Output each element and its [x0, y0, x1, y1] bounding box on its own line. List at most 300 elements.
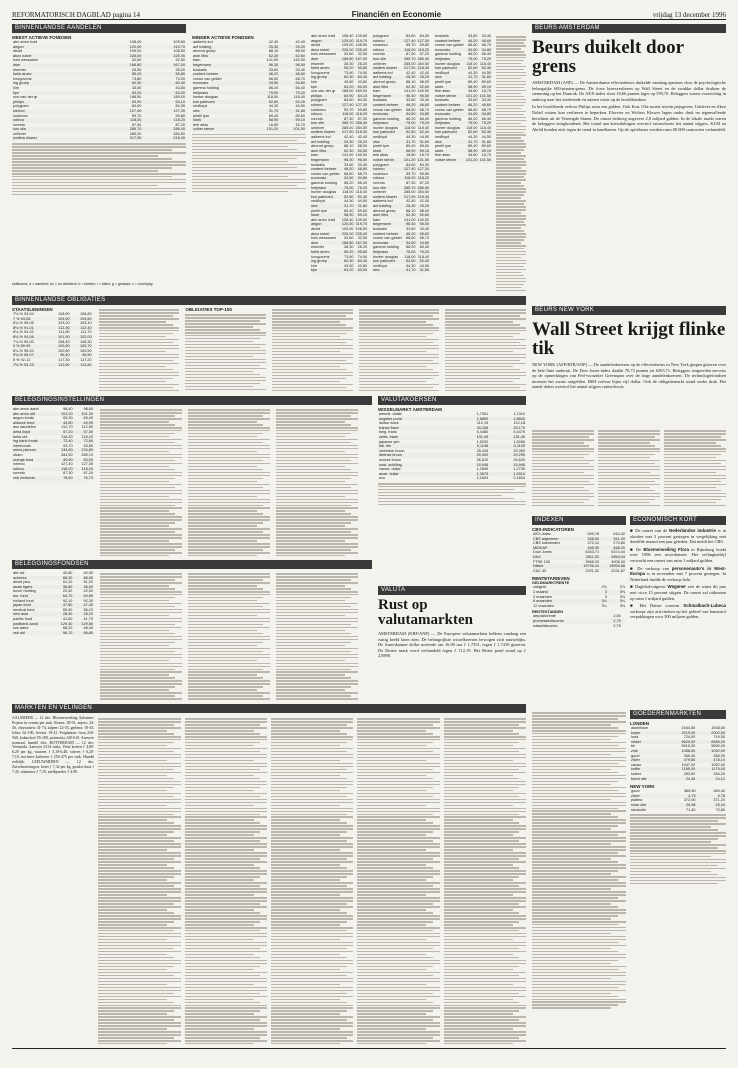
staatslening-row: 8 % 92-12 117,30 117,20	[13, 357, 92, 362]
beleggingsinstelling-row: vsb mixfonds 76,50 76,70	[13, 475, 93, 480]
aandelen-row: polygram 84,60 84,30	[13, 104, 185, 109]
koerslijst-row: robeco 127,40 127,30	[311, 102, 368, 107]
goederen-row: platina 372,60 371,20	[631, 798, 725, 803]
koerslijst-row: tele atlas 16,80 16,70	[373, 153, 430, 158]
minder-actieve-row: begemann 96,30 96,50	[193, 62, 305, 67]
index-row: DAX 2811,52 2854,04	[533, 554, 625, 559]
koerslijst-row: wolters kluwer 217,90 218,30	[311, 130, 368, 135]
aandelen-row: ing groep 60,30 60,40	[13, 81, 185, 86]
beleggingsinstelling-row: rorento 87,30 87,20	[13, 471, 93, 476]
beleggingsinstelling-row: obam 284,50 285,10	[13, 452, 93, 457]
koerslijst-row: boskalis 33,60 33,40	[435, 34, 492, 38]
koerslijst-row: heijmans 75,00 75,20	[373, 249, 430, 254]
illegible-text-lines	[98, 716, 180, 1044]
beurs-amsterdam-headline: Beurs duikelt door grens	[532, 37, 684, 77]
beleggingsfonds-row: asian tigers 36,80 36,60	[13, 584, 93, 589]
koerslijst-row: aalberts ind 42,40 42,40	[373, 199, 430, 204]
staatslening-row: 6½-% 94-06 101,90 102,00	[13, 334, 92, 339]
koerslijst-row: tele atlas 16,80 16,70	[435, 153, 492, 158]
valuta-row: zwits. frank 131,49 131,40	[379, 434, 525, 439]
section-bar-beleggingsfondsen: BELEGGINGSFONDSEN	[12, 560, 372, 569]
beleggingsinstelling-row: asn aandelen 112,70 112,90	[13, 425, 93, 430]
koerslijst-row: hunter douglas 118,00 118,40	[311, 190, 368, 195]
beleggingsinstelling-row: interbonds 93,70 93,80	[13, 443, 93, 448]
indexen-block	[532, 516, 626, 706]
illegible-text-lines	[272, 307, 353, 392]
koerslijst-row: bols wessanen 32,60 32,50	[311, 236, 368, 241]
koerslijst-row: rorento 87,30 87,20	[311, 116, 368, 121]
valuta-row: duitse mark 112,19 112,18	[379, 421, 525, 426]
koerslijst-row: bols wessanen 32,60 32,50	[311, 52, 368, 57]
koerslijst-row: boskalis 33,60 33,40	[435, 98, 492, 103]
beleggingsfonds-row: bever holding 22,40 22,50	[13, 589, 93, 594]
goederen-row: zilver 4,79 4,78	[631, 793, 725, 798]
rentestand-row: depositorente 2,50	[533, 614, 621, 619]
valuta-headline: Rust op valutamarkten	[378, 597, 473, 628]
obligaties-top100-title: OBLIGATIES TOP-100	[185, 307, 232, 312]
koerslijst-row: robeco 127,40 127,30	[373, 38, 430, 43]
koerslijst-row: hunter douglas 118,00 118,40	[435, 125, 492, 130]
koerslijst-row: nedlloyd 44,30 44,50	[435, 135, 492, 140]
beleggingsinstelling-row: rolinco 118,00 118,20	[13, 466, 93, 471]
valuta-article	[378, 586, 526, 696]
illegible-text-lines	[12, 141, 186, 195]
koerslijst-row: asm litho 52,30 52,60	[373, 84, 430, 89]
publication-date: vrijdag 13 december 1996	[652, 11, 726, 19]
koerslijst-row: content beheer 46,20 46,60	[435, 38, 492, 43]
economisch-kort-block	[630, 516, 726, 706]
koerslijst-row: ahold 109,00 108,50	[311, 226, 368, 231]
staatslening-row: 8¼-% 92-02 111,80 111,70	[13, 330, 92, 335]
rentestand-row: promessedisconto 2,75	[532, 619, 626, 624]
koerslijst-row: asm litho 52,30 52,60	[311, 148, 368, 153]
koerslijst-row: akzo nobel 226,00 225,40	[311, 231, 368, 236]
section-bar-obligaties: BINNENLANDSE OBLIGATIES	[12, 296, 526, 305]
koerslijst-row: rodamco 59,70 59,80	[373, 43, 430, 48]
economisch-kort-item: ■ De Bloemenveiling Flora in Rijnsburg boekt over 1996 een recordomzet. Het veilingbedrijf verwacht een omzet van ruim 1 miljard gulden.	[630, 546, 726, 563]
illegible-text-lines	[192, 132, 306, 192]
index-row: CBS koersindex 272,10 274,80	[533, 541, 625, 546]
illegible-text-lines	[100, 407, 182, 556]
economisch-kort-item: ■ Het Duitse concern Schmalbach-Lubeca verkoopt zijn activiteiten op het gebied van kunststof verpakkingen voor 300 miljoen gulden.	[630, 603, 726, 620]
koerslijst-row: gamma holding 66,20 66,40	[435, 116, 492, 121]
valuta-body: AMSTERDAM (KRF/ANP) — De Europese valutamarkten hebben vandaag een rustig beeld laten zien. De belangrijkste wisselkoersen bewogen zich nauwelijks. De Amerikaanse dollar noteerde om 16.00 uur ƒ 1,7351, tegen ƒ 1,7410 gisteren. De Duitse mark werd verhandeld tegen ƒ 112,19. Het Britse pond stond op ƒ 2,8890.	[378, 631, 526, 659]
koerslijst-row: pirelli tyre 89,40 89,60	[311, 208, 368, 213]
koerslijst-row: pirelli tyre 89,40 89,60	[373, 144, 430, 149]
aandelen-table	[12, 40, 186, 141]
koerslijst-row: kon pakhoed 52,60 52,40	[373, 259, 430, 264]
koerslijst-row: wolters kluwer 217,90 218,30	[373, 194, 430, 199]
minder-actieve-row: econosto 34,50 34,80	[193, 81, 305, 86]
aandelen-row: rorento 87,30 87,20	[13, 122, 185, 127]
koerslijst-row: stork 58,90 59,10	[435, 84, 492, 89]
koerslijst-row: kon olie 285,70 286,40	[373, 185, 430, 190]
staatslening-row: 5¾-% 96-07 96,40 96,50	[13, 353, 92, 358]
koerslijst-row: rolinco 118,00 118,20	[311, 112, 368, 117]
illegible-text-lines	[99, 307, 180, 392]
bullet-icon: ■	[630, 584, 636, 590]
rentestanden-table	[532, 614, 626, 628]
geldmarktrente-title: GELDMARKTRENTE	[532, 581, 570, 586]
minder-actieve-row: volker stevin 101,20 101,50	[193, 127, 305, 132]
minder-actieve-row: boskalis 33,60 33,40	[193, 67, 305, 72]
staatslening-row: 6¾-% 95-05 103,20 103,10	[13, 321, 92, 326]
minder-actieve-row: tele atlas 16,80 16,70	[193, 122, 305, 127]
koerslijst-row: begemann 96,30 96,50	[311, 158, 368, 163]
aandelen-row: bols wessanen 32,60 32,50	[13, 58, 185, 63]
koerslijst-row: crown van gelder 68,60 68,70	[373, 236, 430, 241]
markten-block	[12, 704, 526, 1044]
aandelen-row: fortis amev 55,20 55,80	[13, 72, 185, 77]
koerslijst-row: aegon 120,00 119,70	[311, 38, 368, 43]
koerslijst-row: content beheer 46,20 46,60	[311, 167, 368, 172]
koerslijst-row: kon pakhoed 52,60 52,40	[373, 130, 430, 135]
koerslijst-row: crown van gelder 68,60 68,70	[435, 43, 492, 48]
koerslijst-row: rodamco 59,70 59,80	[373, 171, 430, 176]
aandelen-row: unilever 285,00 284,50	[13, 131, 185, 136]
koerslijst-row: klm 43,50 43,80	[311, 263, 368, 268]
koerslijst-row: bam 141,00 140,50	[311, 153, 368, 158]
koerslijst-row: rolinco 118,00 118,20	[373, 176, 430, 181]
goederen-ny-title: NEW YORK	[630, 784, 655, 790]
beleggingsfonds-row: sns aand 68,20 68,40	[13, 626, 93, 631]
bullet-icon: ■	[630, 546, 637, 552]
illegible-text-lines	[496, 34, 526, 292]
koerslijst-row: kpn 63,20 63,00	[311, 268, 368, 273]
valuta-row: canad. dollar 1,2695 1,2735	[379, 467, 525, 472]
section-bar-markten: MARKTEN EN VELINGEN	[12, 704, 526, 713]
goederen-row: ruwe olie 25,58 25,34	[631, 802, 725, 807]
goederen-row: nikkel 6620,00 6585,00	[631, 739, 725, 744]
koerslijst-row: boskalis 33,60 33,40	[373, 98, 430, 103]
koerslijst-row: fortis amev 55,20 55,80	[311, 66, 368, 71]
valuta-row: japanse yen 1,5232 1,5265	[379, 439, 525, 444]
goederen-row: goud 369,40 368,90	[631, 753, 725, 758]
koerslijst-row: otra 31,70 31,60	[435, 75, 492, 80]
koerslijst-row: econosto 34,50 34,80	[373, 112, 430, 117]
beleggingsfonds-row: achmea 88,30 88,50	[13, 575, 93, 580]
koerslijst-col-2	[372, 34, 430, 292]
beleggingsinstelling-row: ing bank fonds 72,40 72,60	[13, 439, 93, 444]
wisselmarkt-title: WISSELMARKT AMSTERDAM	[378, 407, 442, 412]
koerslijst-row: hoogovens 73,80 74,00	[311, 254, 368, 259]
illegible-text-lines	[630, 812, 726, 884]
koerslijst-row: fortis amev 55,20 55,80	[311, 249, 368, 254]
valuta-row: amerik. dollar 1,7351 1,7410	[379, 412, 525, 416]
economisch-kort-item: ■ De omzet van de Nederlandse industrie is in oktober met 5 procent gestegen in vergelijking met dezelfde maand een jaar geleden. Dat meldt het CBS.	[630, 528, 726, 545]
staatslening-row: 7½-% 93-23 112,60 112,80	[13, 362, 92, 367]
koerslijst-row: crown van gelder 68,60 68,70	[373, 107, 430, 112]
koerslijst-row: ing groep 60,30 60,40	[311, 75, 368, 80]
beleggingsinstelling-row: robeco 127,40 127,30	[13, 462, 93, 467]
valuta-row: zweedse kroon 25,415 25,390	[379, 448, 525, 453]
koerslijst-row: rorento 87,30 87,20	[373, 52, 430, 57]
illegible-text-lines	[532, 710, 626, 1009]
illegible-text-lines	[378, 481, 526, 505]
koerslijst-row: abn amro hold 108,40 109,60	[311, 34, 368, 38]
valuta-row: franse franc 33,165 33,170	[379, 425, 525, 430]
koerslijst-row: heijmans 75,00 75,20	[373, 121, 430, 126]
beleggingsinstelling-row: mees pierson 134,60 134,80	[13, 448, 93, 453]
goederen-row: tin 5915,00 5890,00	[631, 744, 725, 749]
beleggingsfonds-row: postbank aand 129,40 129,80	[13, 621, 93, 626]
koerslijst-row: otra 31,70 31,60	[373, 268, 430, 273]
goederen-row: zilver 479,60 478,10	[631, 758, 725, 763]
goederen-row: koper 2019,00 2002,50	[631, 730, 725, 735]
aandelen-row: oce-van der gr 188,50 189,00	[13, 95, 185, 100]
minder-actieve-row: nedlloyd 44,30 44,50	[193, 104, 305, 109]
index-row: Dow Jones 6303,71 6374,44	[533, 550, 625, 555]
koerslijst-row: kpn 63,20 63,00	[311, 84, 368, 89]
aandelen-row: aegon 120,00 119,70	[13, 44, 185, 49]
beleggingsfonds-row: pacific fund 41,60 41,70	[13, 616, 93, 621]
koerslijst-col-3	[434, 34, 492, 292]
beleggingsinstelling-row: orange fund 49,90 50,00	[13, 457, 93, 462]
aandelen-row: akzo nobel 226,00 225,40	[13, 53, 185, 58]
koerslijst-row: unilever 285,00 284,50	[311, 125, 368, 130]
rente-row: 1 maand 3 3⅛	[533, 589, 625, 594]
staatsleningen-table	[12, 312, 93, 367]
markten-text-col-1: AALSMEER — 12 dec. Bloemenveiling Aalsmeer. Prijzen in centen per stuk. Rozen: 28-91, anjers: 24-46, chrysanten: 31-74, tulpen: 22-53, gerbera: 18-45, lelies: 62-190, freesia: 19-41. Potplanten: ficus 220-560, kalanchoë 95-180, poinsettia 240-610. Aanvoer normaal, handel vlot. ROTTERDAM — 12 dec. Veemarkt. Aanvoer 3214 stuks. Vette koeien ƒ 4,80-6,20 per kg, vaarzen ƒ 5,10-6,40, stieren ƒ 6,20-7,10, nuchtere kalveren ƒ 250-475 per stuk. Handel redelijk. LEEUWARDEN — 12 dec. Zuivelnoteringen: boter ƒ 7,32 per kg, goudse kaas ƒ 7,45, edammer ƒ 7,10, melkpoeder ƒ 4,98.	[12, 716, 95, 774]
koerslijst-row: volker stevin 101,20 101,50	[435, 158, 492, 163]
koerslijst-row: ahrend groep 88,10 88,00	[373, 208, 430, 213]
beleggingsinstelling-row: abn amro aand 98,40 98,60	[13, 407, 93, 411]
illegible-text-lines	[100, 571, 182, 700]
minder-actieve-row: crown van gelder 68,60 68,70	[193, 76, 305, 81]
rente-row: 3 maanden 3 3⅛	[533, 594, 625, 599]
koerslijst-row: crown van gelder 68,60 68,70	[311, 171, 368, 176]
section-bar-indexen: INDEXEN	[532, 516, 626, 525]
illegible-text-lines	[357, 716, 439, 1044]
koerslijst-row: hunter douglas 118,00 118,40	[373, 254, 430, 259]
valuta-row: ecu 2,1603 2,1604	[379, 476, 525, 481]
koerslijst-row: gamma holding 66,20 66,40	[373, 116, 430, 121]
minder-actieve-row: stork 58,90 59,10	[193, 118, 305, 123]
goederen-row: zink 1058,50 1052,00	[631, 748, 725, 753]
koerslijst-row: acf holding 25,30 25,20	[311, 139, 368, 144]
aandelen-row: robeco 127,40 127,30	[13, 108, 185, 113]
koerslijst-row: volker stevin 101,20 101,50	[435, 93, 492, 98]
koerslijst-row: econosto 34,50 34,80	[435, 112, 492, 117]
koerslijst-row: acf holding 25,30 25,20	[373, 203, 430, 208]
rente-row: 6 maanden 3⅛ 3¼	[533, 599, 625, 604]
minder-actieve-row: acf holding 25,30 25,20	[193, 44, 305, 49]
valuta-row: deense kroon 29,300 29,295	[379, 453, 525, 458]
binnenlandse-aandelen-block	[12, 24, 186, 294]
koerslijst-row: econosto 34,50 34,80	[311, 176, 368, 181]
illegible-text-lines	[271, 716, 353, 1044]
page-header	[12, 6, 726, 20]
goederen-row: aluminium 1544,50 1538,00	[631, 726, 725, 730]
aandelen-row: rolinco 118,00 118,20	[13, 118, 185, 123]
koerslijst-row: ahrend groep 88,10 88,00	[373, 79, 430, 84]
koerslijst-row: tele atlas 16,80 16,70	[435, 89, 492, 94]
minder-actieve-row: pirelli tyre 89,40 89,60	[193, 113, 305, 118]
valuta-row: austr. dollar 1,3875 1,3910	[379, 471, 525, 476]
koerslijst-row: rolinco 118,00 118,20	[373, 47, 430, 52]
koerslijst-row: volker stevin 101,20 101,50	[373, 158, 430, 163]
koerslijst-row: pirelli tyre 89,40 89,60	[435, 79, 492, 84]
rentetarieven-title: RENTETARIEVEN	[532, 576, 570, 582]
section-title: Financiën en Economie	[351, 10, 442, 19]
koerslijst-row: econosto 34,50 34,80	[373, 240, 430, 245]
beleggingsinstelling-row: delta lloyd 57,20 57,30	[13, 429, 93, 434]
koerslijst-row: nedlloyd 44,30 44,50	[435, 70, 492, 75]
koerslijst-row: elsevier 28,30 28,20	[311, 61, 368, 66]
illegible-text-lines	[664, 428, 726, 506]
koerslijst-row: bam 141,00 140,50	[373, 89, 430, 94]
index-row: Nikkei 19795,44 19994,68	[533, 564, 625, 569]
illegible-text-lines	[185, 716, 267, 1044]
valuta-row: engelse pond 2,8890 2,8840	[379, 416, 525, 421]
koerslijst-row: ahrend groep 88,10 88,00	[311, 144, 368, 149]
aandelen-row: hoogovens 73,80 74,00	[13, 76, 185, 81]
koerslijst-row: bam 141,00 140,50	[373, 217, 430, 222]
indexen-table	[532, 532, 626, 573]
index-row: FTSE 100 3965,20 4008,30	[533, 559, 625, 564]
beurs-new-york-headline: Wall Street krijgt flinke tik	[532, 319, 726, 359]
beleggingsinstellingen-block	[12, 396, 372, 556]
minder-actieve-table	[192, 40, 306, 132]
index-row: CAC 40 2201,32 2231,87	[533, 568, 625, 573]
section-bar-valuta: VALUTA	[378, 586, 526, 595]
koerslijst-row: ahold 109,00 108,50	[311, 43, 368, 48]
section-bar-beurs-amsterdam: BEURS AMSTERDAM	[532, 24, 726, 33]
illegible-text-lines	[188, 571, 270, 700]
koerslijst-col-1	[310, 34, 368, 292]
koerslijst-row: gamma holding 66,20 66,40	[373, 245, 430, 250]
beurs-new-york-body: NEW YORK (AFP/RTR/ANP) — De aandelenkoersen op de effectenbeurs in New York gingen gisteren over de hele linie onderuit. De Dow Jones-index daalde 70,73 punten tot 6303,71. Beleggers reageerden nerveus op de opmerkingen van Fed-voorzitter Greenspan over de hoge aandelenkoersen. De technologiefondsen moesten het zwaar ontgelden. IBM verloor bijna vijf dollar. Ook de obligatiemarkt stond onder druk. Het aantal dalers overtrof het aantal stijgers ruimschoots.	[532, 362, 726, 390]
koerslijst-row: stork 58,90 59,10	[311, 213, 368, 218]
koerslijst-row: acf holding 25,30 25,20	[373, 75, 430, 80]
koerslijst-row: elsevier 28,30 28,20	[311, 245, 368, 250]
beleggingsfonds-row: ahold plus 51,10 51,20	[13, 580, 93, 585]
beleggingsfonds-row: japan fund 47,60 47,40	[13, 603, 93, 608]
koerslijst-row: hoogovens 73,80 74,00	[311, 70, 368, 75]
indexen-title: CBS-INDICATOREN	[532, 527, 574, 532]
beleggingsfonds-row: abf obl 40,80 40,90	[13, 571, 93, 575]
goederen-row: koffie 1185,00 1179,00	[631, 767, 725, 772]
beleggingsinstellingen-table	[12, 407, 94, 481]
minder-actieve-row: otra 31,70 31,60	[193, 108, 305, 113]
koerslijst-col-4	[496, 34, 526, 292]
illegible-text-lines	[598, 428, 660, 506]
koerslijst-row: aalberts ind 42,40 42,40	[373, 70, 430, 75]
geldmarktrente-table	[532, 585, 626, 608]
valuta-row: oost. schilling 15,946 15,945	[379, 462, 525, 467]
valuta-row: belg. frank 5,4480 5,4475	[379, 430, 525, 435]
illegible-text-lines	[276, 571, 358, 700]
bottom-rule	[12, 1048, 726, 1049]
goederen-row: brent olie 24,45 24,12	[631, 776, 725, 781]
illegible-text-lines	[445, 307, 526, 392]
valutakoersen-block	[378, 396, 526, 582]
goederen-row: goud 369,80 369,40	[631, 789, 725, 794]
goederenmarkten-block	[630, 710, 726, 1044]
koerslijst-row: aalberts ind 42,40 42,40	[311, 135, 368, 140]
aandelen-row: ahold 109,00 108,50	[13, 49, 185, 54]
koerslijst-row: dsm 166,80 167,00	[311, 56, 368, 61]
koerslijst-row: polygram 84,60 84,30	[311, 98, 368, 103]
koerslijst-row: stork 58,90 59,10	[435, 148, 492, 153]
koerslijst-row: heijmans 75,00 75,20	[435, 121, 492, 126]
valuta-row: noorse kroon 26,610 26,620	[379, 457, 525, 462]
bullet-icon: ■	[630, 565, 638, 571]
illegible-text-lines	[444, 716, 526, 1044]
koerslijst-row: otra 31,70 31,60	[435, 139, 492, 144]
koerslijst-row: nedlloyd 44,30 44,50	[373, 263, 430, 268]
beurs-new-york-article	[532, 306, 726, 426]
aandelen-extra-cols	[192, 24, 306, 294]
koerslijst-row: gamma holding 66,20 66,40	[311, 181, 368, 185]
minder-actieve-row: kon pakhoed 52,60 52,40	[193, 99, 305, 104]
koerslijst-row: oce-van der gr 188,50 189,00	[311, 89, 368, 94]
koerslijst-row: kon olie 285,70 286,40	[373, 56, 430, 61]
meest-actieve-title: MEEST ACTIEVE FONDSEN	[12, 35, 72, 40]
koerslijst-row: begemann 96,30 96,50	[373, 93, 430, 98]
koerslijst-row: content beheer 46,20 46,60	[435, 102, 492, 107]
aandelen-row: klm 43,50 43,80	[13, 85, 185, 90]
rente-row: callgeld 2¾ 2⅞	[533, 585, 625, 590]
rente-row: 12 maanden 3¼ 3⅜	[533, 603, 625, 608]
staatslening-row: 8½-% 91-01 112,30 112,40	[13, 325, 92, 330]
koerslijst-row: ing groep 60,30 60,40	[311, 259, 368, 264]
beleggingsfonds-row: medical fund 55,90 56,10	[13, 607, 93, 612]
illegible-text-lines	[185, 312, 266, 392]
koerslijst-row: boskalis 33,60 33,40	[373, 226, 430, 231]
section-bar-economisch-kort: ECONOMISCH KORT	[630, 516, 726, 525]
right-lower-text	[532, 710, 626, 1044]
beleggingsinstelling-row: aegon fonds 65,30 65,40	[13, 416, 93, 421]
wisselkoersen-table	[378, 412, 526, 481]
koerslijst-row: content beheer 46,20 46,60	[373, 231, 430, 236]
aandelen-row: wolters kluwer 217,90 218,30	[13, 136, 185, 141]
koerslijst-row: unilever 285,00 284,50	[373, 61, 430, 66]
koerslijst-row: pirelli tyre 89,40 89,60	[435, 144, 492, 149]
koerslijst-row: econosto 34,50 34,80	[435, 47, 492, 52]
beurs-amsterdam-article	[532, 24, 726, 304]
goederen-londen-table	[630, 726, 726, 781]
minder-actieve-row: content beheer 46,20 46,60	[193, 72, 305, 77]
beleggingsfonds-row: vsb obl 96,70 96,80	[13, 630, 93, 635]
beleggingsinstelling-row: abn amro obl 101,20 101,30	[13, 411, 93, 416]
section-bar-beleggingsinstellingen: BELEGGINGSINSTELLINGEN	[12, 396, 372, 405]
staatsleningen-title: STAATSLENINGEN	[12, 307, 53, 312]
economisch-kort-item: ■ Dagblad-uitgever Wegener ziet de winst dit jaar met circa 15 procent stijgen. De omzet zal uitkomen op ruim 1 miljard gulden.	[630, 584, 726, 601]
koerslijst-row: wolters kluwer 217,90 218,30	[373, 66, 430, 71]
obligaties-block	[12, 296, 526, 392]
koerslijst-row: kon pakhoed 52,60 52,40	[311, 194, 368, 199]
minder-actieve-row: hunter douglas 118,00 118,40	[193, 95, 305, 100]
index-row: CBS algemeen 338,60 341,90	[533, 536, 625, 541]
beleggingsfondsen-block	[12, 560, 372, 700]
section-bar-valutakoersen: VALUTAKOERSEN	[378, 396, 526, 405]
aandelen-row: kon olie 285,70 286,40	[13, 127, 185, 132]
koerslijst-row: otra 31,70 31,60	[311, 203, 368, 208]
koerslijst-row: polygram 84,60 84,30	[373, 34, 430, 38]
aandelen-row: philips 63,90 64,10	[13, 99, 185, 104]
bullet-icon: ■	[630, 528, 636, 533]
koerslijst-row: nedlloyd 44,30 44,50	[373, 135, 430, 140]
aandelen-row: abn amro hold 108,40 109,60	[13, 40, 185, 44]
koerslijst-row: dsm 166,80 167,00	[311, 240, 368, 245]
koerslijst-row: otra 31,70 31,60	[373, 139, 430, 144]
koerslijst-row: hunter douglas 118,00 118,40	[435, 61, 492, 66]
aandelen-footnote: sluitkoers; a = aandeel; ex = ex-dividend; b = bieden; l = laten; g = gedaan; v = voorlopig	[12, 282, 153, 286]
beleggingsinstelling-row: alliance fund 44,80 44,90	[13, 420, 93, 425]
minder-actieve-title: MINDER ACTIEVE FONDSEN	[192, 35, 254, 40]
illegible-text-lines	[276, 407, 358, 556]
